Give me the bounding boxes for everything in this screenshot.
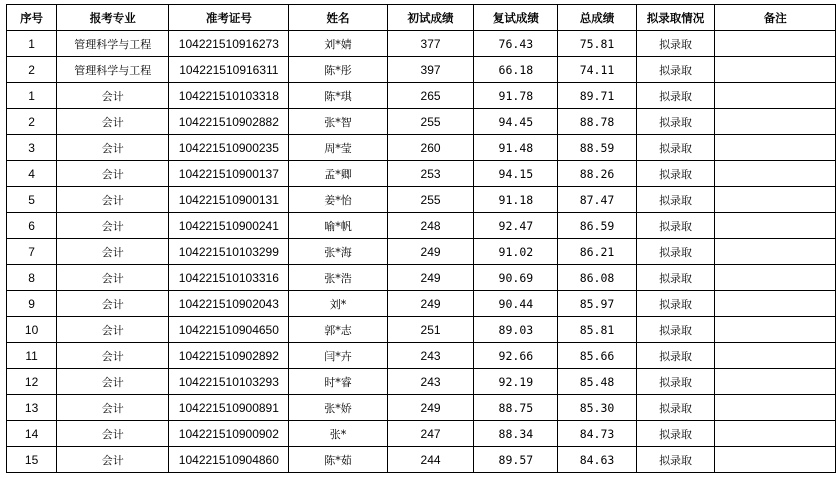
cell-retest-score: 90.69 bbox=[474, 265, 558, 291]
table-row bbox=[7, 187, 836, 213]
cell-major: 会计 bbox=[57, 83, 169, 109]
cell-exam-id: 104221510902043 bbox=[169, 291, 289, 317]
cell-no: 9 bbox=[7, 291, 57, 317]
cell-name: 陈*茹 bbox=[289, 447, 387, 473]
cell-remark bbox=[715, 161, 836, 187]
cell-remark bbox=[715, 421, 836, 447]
cell-no: 10 bbox=[7, 317, 57, 343]
cell-exam-id: 104221510103316 bbox=[169, 265, 289, 291]
cell-retest-score: 89.57 bbox=[474, 447, 558, 473]
cell-initial-score: 247 bbox=[387, 421, 474, 447]
cell-total-score: 75.81 bbox=[558, 31, 636, 57]
cell-name: 孟*卿 bbox=[289, 161, 387, 187]
table-row bbox=[7, 161, 836, 187]
table-row bbox=[7, 317, 836, 343]
cell-remark bbox=[715, 343, 836, 369]
cell-total-score: 84.63 bbox=[558, 447, 636, 473]
cell-exam-id: 104221510904860 bbox=[169, 447, 289, 473]
cell-initial-score: 249 bbox=[387, 265, 474, 291]
table-row bbox=[7, 83, 836, 109]
table-row bbox=[7, 109, 836, 135]
header-name: 姓名 bbox=[289, 5, 387, 31]
cell-no: 5 bbox=[7, 187, 57, 213]
cell-remark bbox=[715, 395, 836, 421]
cell-admission-status: 拟录取 bbox=[636, 57, 715, 83]
cell-initial-score: 248 bbox=[387, 213, 474, 239]
cell-admission-status: 拟录取 bbox=[636, 265, 715, 291]
cell-total-score: 86.59 bbox=[558, 213, 636, 239]
cell-remark bbox=[715, 291, 836, 317]
cell-no: 3 bbox=[7, 135, 57, 161]
cell-remark bbox=[715, 447, 836, 473]
table-row bbox=[7, 447, 836, 473]
cell-initial-score: 255 bbox=[387, 109, 474, 135]
cell-no: 2 bbox=[7, 109, 57, 135]
cell-total-score: 85.48 bbox=[558, 369, 636, 395]
cell-retest-score: 94.45 bbox=[474, 109, 558, 135]
cell-retest-score: 66.18 bbox=[474, 57, 558, 83]
table-row bbox=[7, 369, 836, 395]
table-row bbox=[7, 57, 836, 83]
cell-major: 会计 bbox=[57, 109, 169, 135]
cell-total-score: 87.47 bbox=[558, 187, 636, 213]
admission-list-sheet bbox=[6, 4, 836, 473]
cell-name: 张*智 bbox=[289, 109, 387, 135]
cell-admission-status: 拟录取 bbox=[636, 447, 715, 473]
cell-no: 2 bbox=[7, 57, 57, 83]
cell-no: 1 bbox=[7, 83, 57, 109]
cell-initial-score: 255 bbox=[387, 187, 474, 213]
cell-name: 郭*志 bbox=[289, 317, 387, 343]
cell-total-score: 85.30 bbox=[558, 395, 636, 421]
cell-name: 时*睿 bbox=[289, 369, 387, 395]
cell-no: 15 bbox=[7, 447, 57, 473]
cell-admission-status: 拟录取 bbox=[636, 213, 715, 239]
admission-table bbox=[6, 4, 836, 473]
cell-total-score: 88.78 bbox=[558, 109, 636, 135]
cell-admission-status: 拟录取 bbox=[636, 421, 715, 447]
cell-initial-score: 260 bbox=[387, 135, 474, 161]
header-no: 序号 bbox=[7, 5, 57, 31]
cell-no: 8 bbox=[7, 265, 57, 291]
cell-retest-score: 91.78 bbox=[474, 83, 558, 109]
table-row bbox=[7, 395, 836, 421]
cell-initial-score: 249 bbox=[387, 395, 474, 421]
cell-admission-status: 拟录取 bbox=[636, 187, 715, 213]
cell-exam-id: 104221510902892 bbox=[169, 343, 289, 369]
cell-name: 闫*卉 bbox=[289, 343, 387, 369]
cell-initial-score: 243 bbox=[387, 343, 474, 369]
cell-exam-id: 104221510900891 bbox=[169, 395, 289, 421]
cell-retest-score: 92.66 bbox=[474, 343, 558, 369]
cell-admission-status: 拟录取 bbox=[636, 239, 715, 265]
cell-initial-score: 249 bbox=[387, 291, 474, 317]
cell-major: 会计 bbox=[57, 395, 169, 421]
cell-name: 姜*怡 bbox=[289, 187, 387, 213]
cell-initial-score: 397 bbox=[387, 57, 474, 83]
cell-exam-id: 104221510916311 bbox=[169, 57, 289, 83]
cell-retest-score: 91.48 bbox=[474, 135, 558, 161]
header-retest-score: 复试成绩 bbox=[474, 5, 558, 31]
cell-no: 7 bbox=[7, 239, 57, 265]
cell-major: 会计 bbox=[57, 161, 169, 187]
cell-exam-id: 104221510103293 bbox=[169, 369, 289, 395]
header-row bbox=[7, 5, 836, 31]
cell-name: 张*浩 bbox=[289, 265, 387, 291]
table-row bbox=[7, 213, 836, 239]
cell-remark bbox=[715, 187, 836, 213]
cell-retest-score: 88.34 bbox=[474, 421, 558, 447]
cell-total-score: 88.26 bbox=[558, 161, 636, 187]
cell-major: 会计 bbox=[57, 369, 169, 395]
cell-exam-id: 104221510904650 bbox=[169, 317, 289, 343]
cell-remark bbox=[715, 109, 836, 135]
cell-total-score: 86.21 bbox=[558, 239, 636, 265]
cell-exam-id: 104221510900131 bbox=[169, 187, 289, 213]
cell-admission-status: 拟录取 bbox=[636, 317, 715, 343]
cell-exam-id: 104221510900241 bbox=[169, 213, 289, 239]
header-total-score: 总成绩 bbox=[558, 5, 636, 31]
cell-retest-score: 89.03 bbox=[474, 317, 558, 343]
cell-name: 张* bbox=[289, 421, 387, 447]
cell-exam-id: 104221510916273 bbox=[169, 31, 289, 57]
cell-exam-id: 104221510900137 bbox=[169, 161, 289, 187]
cell-exam-id: 104221510902882 bbox=[169, 109, 289, 135]
table-row bbox=[7, 135, 836, 161]
table-row bbox=[7, 31, 836, 57]
cell-retest-score: 88.75 bbox=[474, 395, 558, 421]
table-row bbox=[7, 343, 836, 369]
cell-exam-id: 104221510900902 bbox=[169, 421, 289, 447]
cell-no: 1 bbox=[7, 31, 57, 57]
cell-no: 14 bbox=[7, 421, 57, 447]
cell-admission-status: 拟录取 bbox=[636, 31, 715, 57]
cell-retest-score: 76.43 bbox=[474, 31, 558, 57]
cell-admission-status: 拟录取 bbox=[636, 343, 715, 369]
cell-exam-id: 104221510900235 bbox=[169, 135, 289, 161]
cell-retest-score: 92.19 bbox=[474, 369, 558, 395]
cell-major: 会计 bbox=[57, 135, 169, 161]
cell-name: 张*海 bbox=[289, 239, 387, 265]
cell-total-score: 85.97 bbox=[558, 291, 636, 317]
cell-initial-score: 244 bbox=[387, 447, 474, 473]
cell-major: 会计 bbox=[57, 187, 169, 213]
table-row bbox=[7, 265, 836, 291]
cell-major: 会计 bbox=[57, 421, 169, 447]
header-initial-score: 初试成绩 bbox=[387, 5, 474, 31]
cell-remark bbox=[715, 135, 836, 161]
cell-remark bbox=[715, 369, 836, 395]
header-remark: 备注 bbox=[715, 5, 836, 31]
cell-remark bbox=[715, 239, 836, 265]
cell-initial-score: 253 bbox=[387, 161, 474, 187]
cell-total-score: 88.59 bbox=[558, 135, 636, 161]
cell-remark bbox=[715, 317, 836, 343]
cell-retest-score: 92.47 bbox=[474, 213, 558, 239]
table-row bbox=[7, 239, 836, 265]
cell-remark bbox=[715, 213, 836, 239]
cell-admission-status: 拟录取 bbox=[636, 369, 715, 395]
cell-total-score: 84.73 bbox=[558, 421, 636, 447]
cell-total-score: 85.66 bbox=[558, 343, 636, 369]
table-body bbox=[7, 31, 836, 473]
cell-no: 6 bbox=[7, 213, 57, 239]
cell-initial-score: 243 bbox=[387, 369, 474, 395]
cell-name: 周*莹 bbox=[289, 135, 387, 161]
cell-retest-score: 94.15 bbox=[474, 161, 558, 187]
cell-exam-id: 104221510103318 bbox=[169, 83, 289, 109]
cell-initial-score: 249 bbox=[387, 239, 474, 265]
table-row bbox=[7, 291, 836, 317]
cell-remark bbox=[715, 31, 836, 57]
cell-total-score: 74.11 bbox=[558, 57, 636, 83]
cell-initial-score: 265 bbox=[387, 83, 474, 109]
cell-total-score: 86.08 bbox=[558, 265, 636, 291]
cell-major: 会计 bbox=[57, 265, 169, 291]
cell-initial-score: 251 bbox=[387, 317, 474, 343]
header-major: 报考专业 bbox=[57, 5, 169, 31]
cell-name: 张*娇 bbox=[289, 395, 387, 421]
cell-remark bbox=[715, 83, 836, 109]
cell-exam-id: 104221510103299 bbox=[169, 239, 289, 265]
cell-initial-score: 377 bbox=[387, 31, 474, 57]
cell-major: 会计 bbox=[57, 291, 169, 317]
cell-no: 4 bbox=[7, 161, 57, 187]
cell-retest-score: 91.18 bbox=[474, 187, 558, 213]
cell-total-score: 89.71 bbox=[558, 83, 636, 109]
cell-admission-status: 拟录取 bbox=[636, 83, 715, 109]
cell-admission-status: 拟录取 bbox=[636, 135, 715, 161]
cell-admission-status: 拟录取 bbox=[636, 109, 715, 135]
cell-remark bbox=[715, 265, 836, 291]
cell-admission-status: 拟录取 bbox=[636, 291, 715, 317]
header-admission-status: 拟录取情况 bbox=[636, 5, 715, 31]
cell-major: 会计 bbox=[57, 213, 169, 239]
cell-admission-status: 拟录取 bbox=[636, 161, 715, 187]
cell-no: 12 bbox=[7, 369, 57, 395]
cell-retest-score: 91.02 bbox=[474, 239, 558, 265]
cell-remark bbox=[715, 57, 836, 83]
cell-major: 会计 bbox=[57, 317, 169, 343]
cell-admission-status: 拟录取 bbox=[636, 395, 715, 421]
cell-no: 11 bbox=[7, 343, 57, 369]
cell-retest-score: 90.44 bbox=[474, 291, 558, 317]
cell-major: 会计 bbox=[57, 447, 169, 473]
table-row bbox=[7, 421, 836, 447]
cell-total-score: 85.81 bbox=[558, 317, 636, 343]
cell-name: 刘*婧 bbox=[289, 31, 387, 57]
cell-name: 喻*帆 bbox=[289, 213, 387, 239]
cell-major: 管理科学与工程 bbox=[57, 31, 169, 57]
cell-name: 陈*琪 bbox=[289, 83, 387, 109]
cell-major: 会计 bbox=[57, 239, 169, 265]
cell-major: 管理科学与工程 bbox=[57, 57, 169, 83]
cell-major: 会计 bbox=[57, 343, 169, 369]
cell-no: 13 bbox=[7, 395, 57, 421]
cell-name: 刘* bbox=[289, 291, 387, 317]
header-exam-id: 准考证号 bbox=[169, 5, 289, 31]
cell-name: 陈*彤 bbox=[289, 57, 387, 83]
